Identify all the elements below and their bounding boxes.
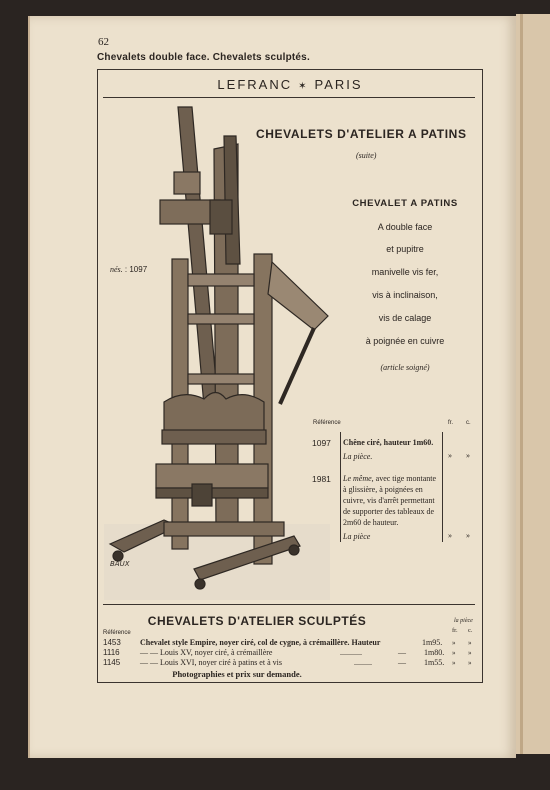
- row-dots: .........: [354, 658, 372, 667]
- row-ref: 1453: [103, 638, 121, 647]
- row-dots: ...........: [340, 648, 362, 657]
- price-header-fr: fr.: [452, 627, 458, 634]
- price-c: »: [466, 531, 470, 540]
- price-header-fr: fr.: [448, 420, 454, 426]
- brand-right: PARIS: [314, 77, 363, 92]
- row-ref: 1097: [312, 438, 331, 448]
- price-header-c: c.: [468, 627, 473, 634]
- row-text: [343, 473, 441, 528]
- desc-heading: CHEVALET A PATINS: [352, 198, 458, 209]
- row-dim: 1m55.: [424, 658, 445, 667]
- desc-line: et pupitre: [386, 244, 424, 254]
- row-ref: 1116: [103, 648, 120, 657]
- engraver-signature: BAUX: [110, 560, 130, 568]
- page-fold: [520, 14, 523, 754]
- easel-illustration: [104, 104, 330, 600]
- row-dim: 1m95.: [422, 638, 443, 647]
- desc-line: à poignée en cuivre: [365, 336, 445, 346]
- section2-title: CHEVALETS D'ATELIER SCULPTÉS: [147, 614, 367, 628]
- desc-line: vis de calage: [378, 313, 432, 323]
- row-text: Chêne ciré, hauteur 1m60.: [343, 438, 434, 447]
- price-fr: »: [448, 531, 452, 540]
- running-header: Chevalets double face. Chevalets sculptés.: [97, 52, 310, 63]
- row-ref: 1145: [103, 658, 121, 667]
- brand-line: [97, 77, 483, 92]
- row-sub: La pièce: [343, 532, 371, 541]
- row-dash: —: [398, 658, 406, 667]
- ref-number: : 1097: [124, 265, 148, 274]
- row-text: — — Louis XV, noyer ciré, à crémaillère: [140, 648, 273, 657]
- price-fr: »: [452, 659, 456, 667]
- row-text-italic: Le même,: [343, 474, 374, 483]
- desc-line: vis à inclinaison,: [372, 290, 438, 300]
- row-text-body: avec tige montante à glissière, à poignées en cuivre, vis d'arrêt permettant de supporter des tableaux de 2m60 de hauteur.: [343, 474, 437, 527]
- price-c: »: [468, 639, 472, 647]
- price-fr: »: [448, 451, 452, 460]
- header-rule: [103, 97, 475, 98]
- ref-label: nés.: [110, 265, 123, 274]
- price-c: »: [466, 451, 470, 460]
- row-text: Chevalet style Empire, noyer ciré, col de cygne, à crémaillère. Hauteur: [140, 638, 381, 647]
- illustration-ref: [110, 265, 147, 274]
- row-dash: —: [398, 648, 406, 657]
- footer-note: Photographies et prix sur demande.: [172, 669, 302, 679]
- page-number: 62: [98, 36, 109, 48]
- price-fr: »: [452, 639, 456, 647]
- desc-line: A double face: [377, 222, 433, 232]
- row-text: — — Louis XVI, noyer ciré à patins et à vis: [140, 658, 282, 667]
- price-header-c: c.: [466, 420, 471, 426]
- desc-line: manivelle vis fer,: [371, 267, 439, 277]
- price-c: »: [468, 659, 472, 667]
- section1-suite: (suite): [356, 151, 377, 160]
- price-fr: »: [452, 649, 456, 657]
- ref-header: Référence: [103, 630, 131, 636]
- row-dim: 1m80.: [424, 648, 445, 657]
- desc-note: (article soigné): [380, 363, 430, 372]
- price-header: la pièce: [454, 618, 473, 624]
- table-rule: [340, 432, 341, 542]
- row-ref: 1981: [312, 474, 331, 484]
- star-icon: ✶: [298, 81, 309, 92]
- ref-header: Référence: [313, 420, 341, 426]
- row-sub: La pièce.: [343, 452, 373, 461]
- section1-title: CHEVALETS D'ATELIER A PATINS: [256, 127, 467, 141]
- price-c: »: [468, 649, 472, 657]
- table-rule: [442, 432, 443, 542]
- brand-left: LEFRANC: [217, 77, 293, 92]
- section-rule: [103, 604, 475, 605]
